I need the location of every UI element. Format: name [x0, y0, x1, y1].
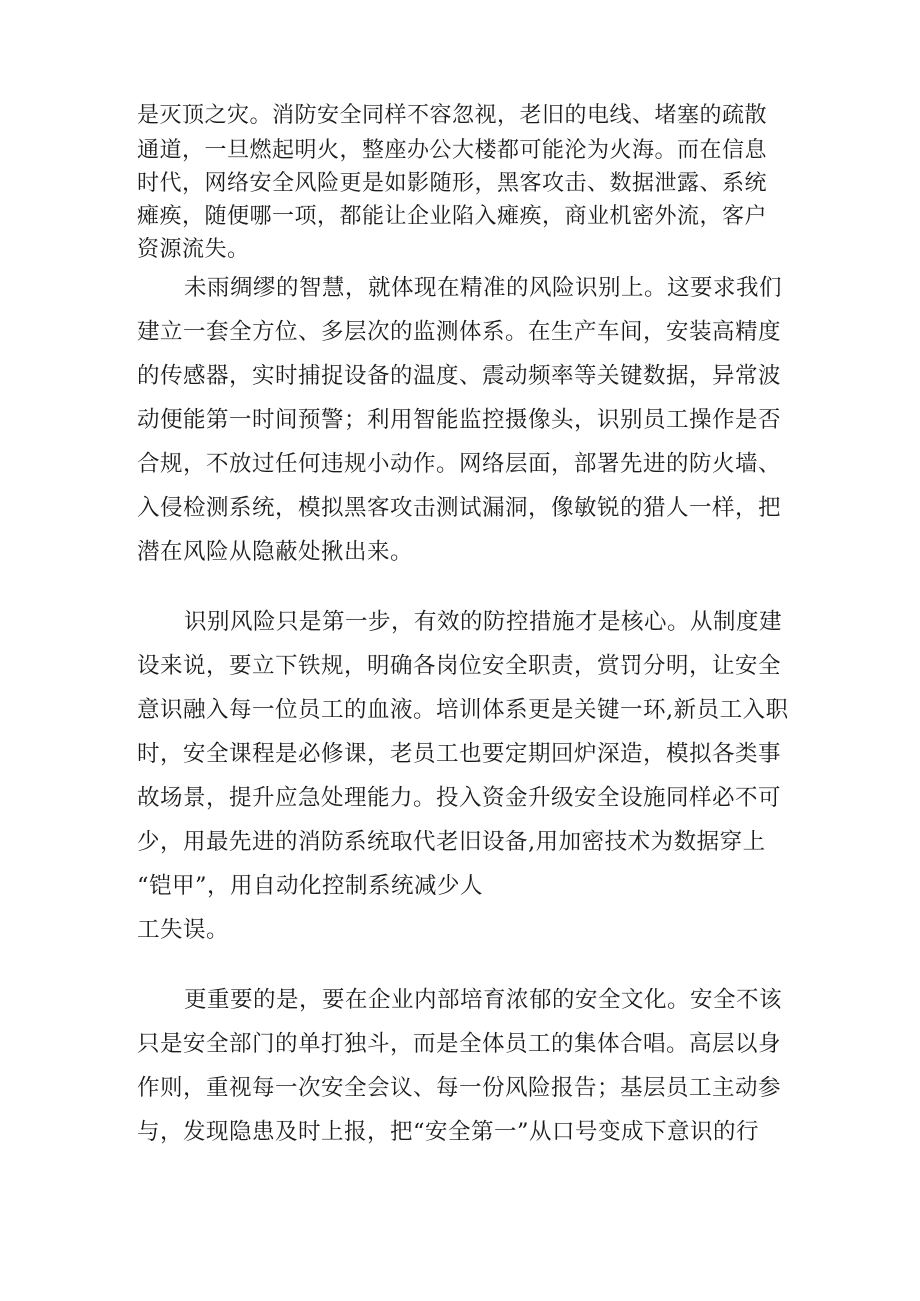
text-line: 资源流失。: [137, 237, 250, 262]
text-line: 建立一套全方位、多层次的监测体系。在生产车间，安装高精度: [137, 319, 782, 345]
text-line: 少，用最先进的消防系统取代老旧设备,用加密技术为数据穿上: [137, 829, 766, 855]
text-line: 潜在风险从隐蔽处揪出来。: [137, 539, 414, 565]
text-line: 更重要的是，要在企业内部培育浓郁的安全文化。安全不该: [184, 987, 783, 1013]
text-line: 设来说，要立下铁规，明确各岗位安全职责，赏罚分明，让安全: [137, 653, 782, 679]
text-line: “铠甲”，用自动化控制系统减少人: [137, 873, 484, 899]
text-line: 工失误。: [137, 917, 230, 943]
text-line: 合规，不放过任何违规小动作。网络层面，部署先进的防火墙、: [137, 451, 782, 477]
text-line: 的传感器，实时捕捉设备的温度、震动频率等关键数据，异常波: [137, 363, 782, 389]
text-line: 作则，重视每一次安全会议、每一份风险报告；基层员工主动参: [137, 1075, 782, 1101]
text-line: 意识融入每一位员工的血液。培训体系更是关键一环,新员工入职: [137, 697, 789, 723]
text-line: 与，发现隐患及时上报，把“安全第一”从口号变成下意识的行: [137, 1119, 760, 1145]
text-line: 未雨绸缪的智慧，就体现在精准的风险识别上。这要求我们: [184, 275, 783, 301]
text-line: 瘫痪，随便哪一项，都能让企业陷入瘫痪，商业机密外流，客户: [137, 204, 768, 229]
text-line: 通道，一旦燃起明火，整座办公大楼都可能沦为火海。而在信息: [137, 138, 768, 163]
text-line: 时代，网络安全风险更是如影随形，黑客攻击、数据泄露、系统: [137, 171, 768, 196]
text-line: 入侵检测系统，模拟黑客攻击测试漏洞，像敏锐的猎人一样，把: [137, 495, 782, 521]
text-line: 识别风险只是第一步，有效的防控措施才是核心。从制度建: [184, 609, 783, 635]
text-line: 只是安全部门的单打独斗，而是全体员工的集体合唱。高层以身: [137, 1031, 782, 1057]
text-line: 时，安全课程是必修课，老员工也要定期回炉深造，模拟各类事: [137, 741, 782, 767]
text-line: 故场景，提升应急处理能力。投入资金升级安全设施同样必不可: [137, 785, 782, 811]
text-line: 动便能第一时间预警；利用智能监控摄像头，识别员工操作是否: [137, 407, 782, 433]
text-line: 是灭顶之灾。消防安全同样不容忽视，老旧的电线、堵塞的疏散: [137, 103, 768, 128]
